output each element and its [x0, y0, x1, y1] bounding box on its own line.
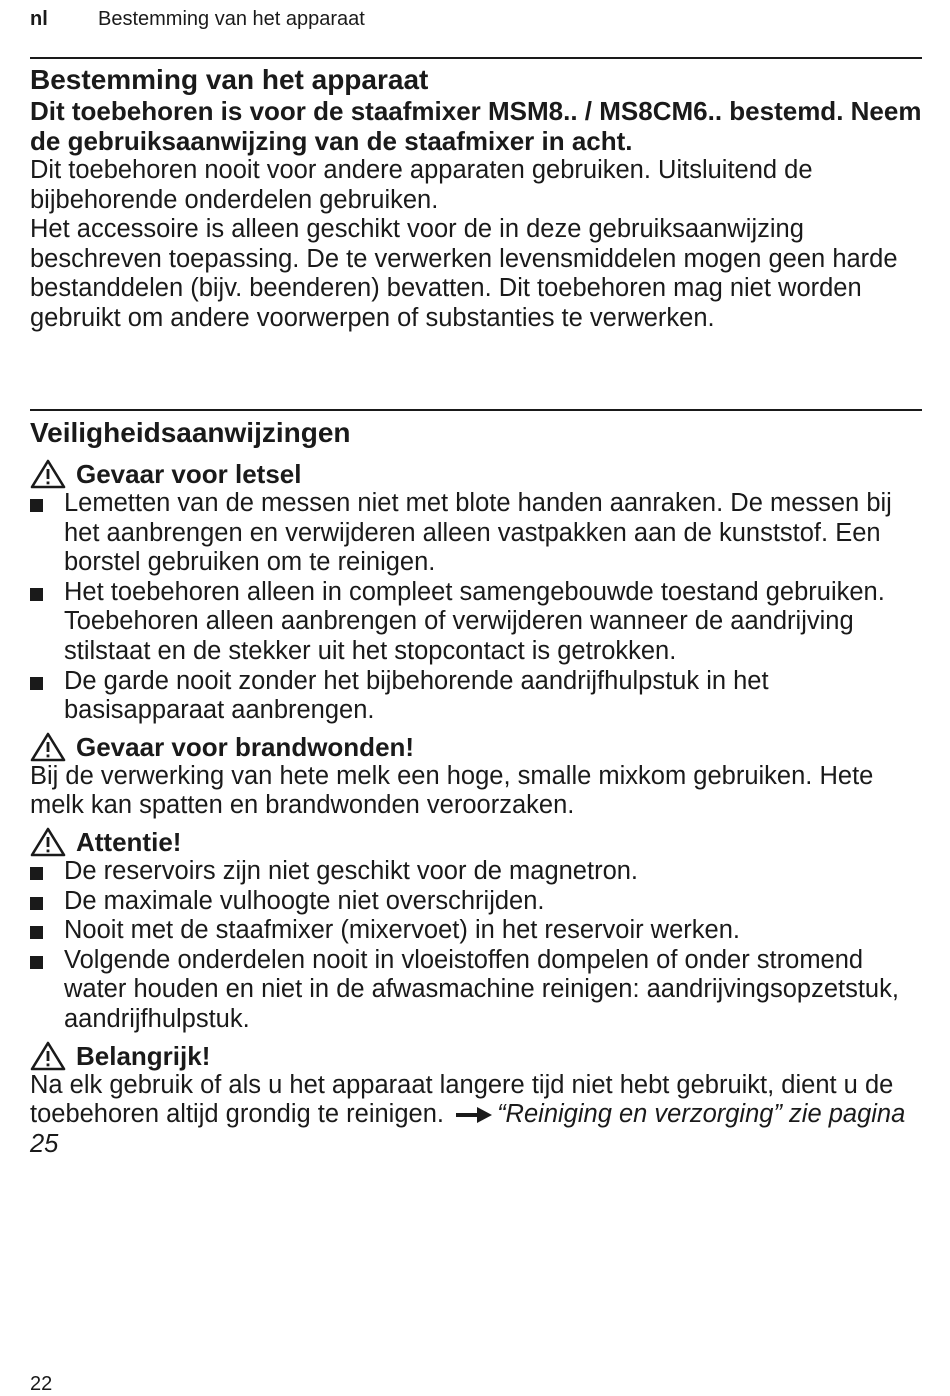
list-item-text: Het toebehoren alleen in compleet samengebouwde toestand gebruiken. Toebehoren alleen aanbrengen of verwijderen wanneer de aandrijving stilstaat en de stekker uit het stopcontact is getrokken. [64, 577, 885, 665]
warning-triangle-icon [30, 827, 66, 857]
square-bullet-icon [30, 867, 43, 880]
warning-triangle-icon [30, 732, 66, 762]
list-item [30, 489, 922, 578]
paragraph-text: Na elk gebruik of als u het apparaat langere tijd niet hebt gebruikt, dient u de toebehoren altijd grondig te reinigen. [30, 1070, 894, 1129]
list-item-text: Nooit met de staafmixer (mixervoet) in het reservoir werken. [64, 916, 740, 945]
section-divider [30, 409, 922, 411]
warning-heading [30, 459, 922, 489]
list-item-text: Lemetten van de messen niet met blote handen aanraken. De messen bij het aanbrengen en verwijderen alleen vastpakken aan de kunststof. Een borstel gebruiken om te reinigen. [64, 489, 892, 577]
square-bullet-icon [30, 499, 43, 512]
warning-title: Gevaar voor letsel [76, 459, 302, 489]
intro-bold-text: Dit toebehoren is voor de staafmixer MSM8.. / MS8CM6.. bestemd. Neem de gebruiksaanwijzing van de staafmixer in acht. [30, 96, 922, 156]
warning-triangle-icon [30, 1041, 66, 1071]
language-code: nl [30, 8, 48, 30]
paragraph: Dit toebehoren nooit voor andere apparaten gebruiken. Uitsluitend de bijbehorende onderdelen gebruiken. [30, 156, 813, 214]
list-item-text: De maximale vulhoogte niet overschrijden. [64, 886, 545, 915]
list-item-text: Volgende onderdelen nooit in vloeistoffen dompelen of onder stromend water houden en niet in de afwasmachine reinigen: aandrijvingsopzetstuk, aandrijfhulpstuk. [64, 945, 899, 1033]
arrow-right-icon [455, 1106, 493, 1124]
list-item [30, 578, 922, 667]
section-heading: Veiligheidsaanwijzingen [30, 417, 351, 448]
warning-heading [30, 1041, 922, 1071]
list-item [30, 887, 922, 917]
cross-reference-link[interactable]: “Reiniging en verzorging” zie pagina 25 [30, 1100, 906, 1158]
warning-triangle-icon [30, 459, 66, 489]
warning-title: Attentie! [76, 826, 182, 857]
list-item [30, 916, 922, 946]
paragraph: Het accessoire is alleen geschikt voor de in deze gebruiksaanwijzing beschreven toepassing. De te verwerken levensmiddelen mogen geen harde bestanddelen (bijv. beenderen) bevatten. Dit toebehoren mag niet worden gebruikt om andere voorwerpen of substanties te verwerken. [30, 215, 898, 332]
section-intended-use [30, 64, 922, 334]
square-bullet-icon [30, 588, 43, 601]
page-number: 22 [30, 1373, 53, 1395]
warning-heading [30, 732, 922, 762]
square-bullet-icon [30, 956, 43, 969]
section-heading: Bestemming van het apparaat [30, 64, 429, 95]
warning-heading [30, 827, 922, 857]
bullet-list [30, 857, 922, 1035]
list-item [30, 857, 922, 887]
running-header-title: Bestemming van het apparaat [98, 8, 365, 30]
running-header [30, 6, 365, 32]
bullet-list [30, 489, 922, 726]
square-bullet-icon [30, 897, 43, 910]
paragraph [30, 1071, 922, 1160]
square-bullet-icon [30, 677, 43, 690]
section-divider [30, 57, 922, 59]
list-item-text: De reservoirs zijn niet geschikt voor de magnetron. [64, 856, 639, 885]
list-item [30, 667, 922, 726]
list-item-text: De garde nooit zonder het bijbehorende aandrijfhulpstuk in het basisapparaat aanbrengen. [64, 666, 769, 725]
warning-title: Belangrijk! [76, 1040, 211, 1071]
section-safety [30, 417, 922, 1159]
warning-title: Gevaar voor brandwonden! [76, 731, 415, 762]
square-bullet-icon [30, 926, 43, 939]
list-item [30, 946, 922, 1035]
paragraph: Bij de verwerking van hete melk een hoge, smalle mixkom gebruiken. Hete melk kan spatten en brandwonden veroorzaken. [30, 761, 874, 820]
